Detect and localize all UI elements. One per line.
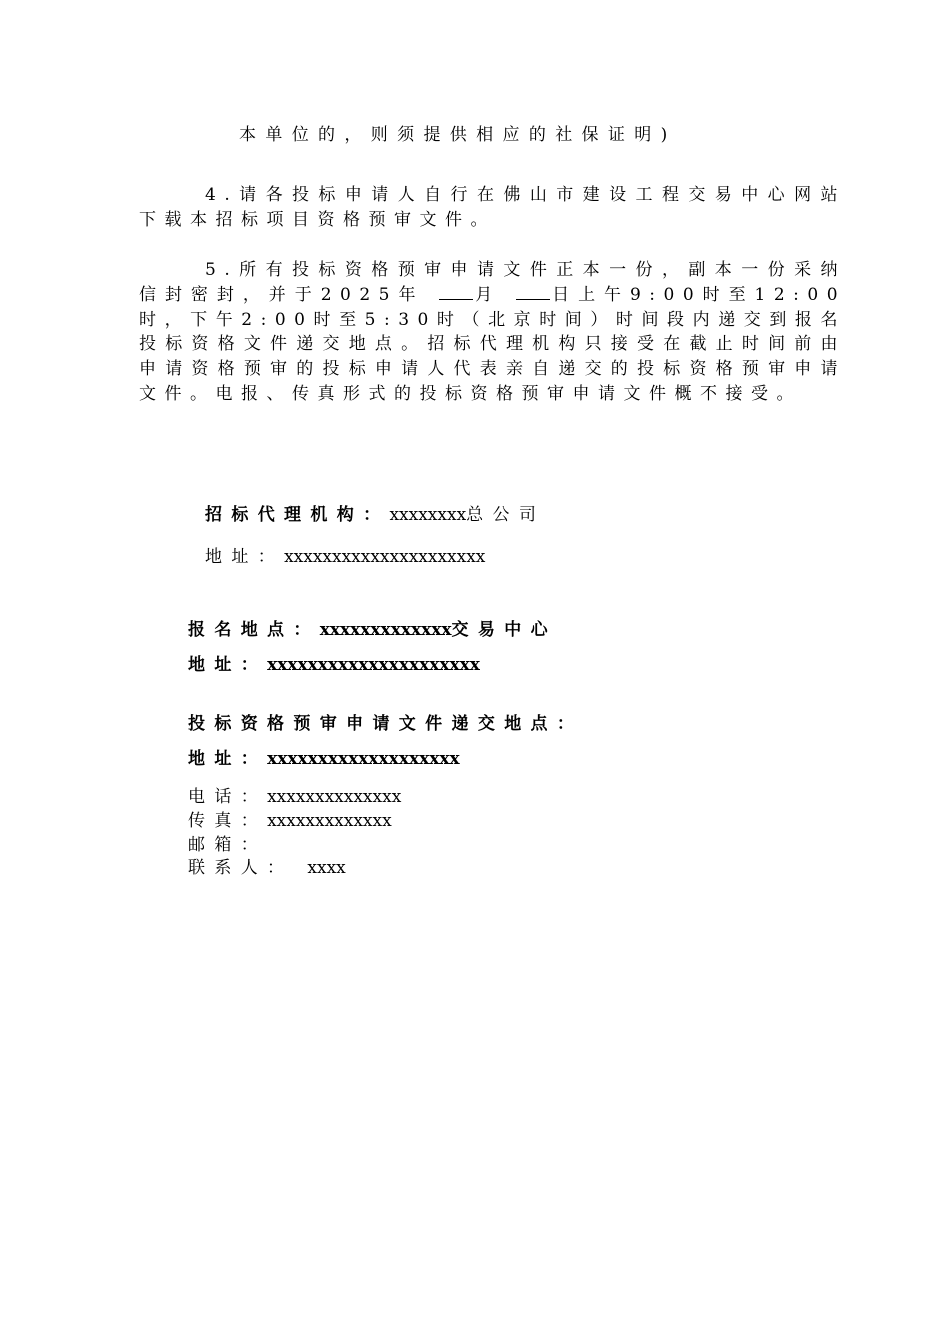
submission-address-label: 地址： xyxy=(188,749,268,769)
paragraph-5 xyxy=(139,258,846,407)
registration-address-label: 地址： xyxy=(188,655,268,675)
email-line xyxy=(188,833,267,857)
registration-address: xxxxxxxxxxxxxxxxxxxxx xyxy=(267,655,480,675)
submission-address-line xyxy=(188,747,460,771)
registration-line xyxy=(188,618,557,642)
top-line: 本单位的，则须提供相应的社保证明) xyxy=(239,125,677,145)
contact-person-line xyxy=(188,856,346,880)
contact-person-label: 联系人： xyxy=(188,858,294,878)
agency-name-code: xxxxxxxx xyxy=(389,505,467,525)
submission-address: xxxxxxxxxxxxxxxxxxx xyxy=(267,749,460,769)
contact-person-value: xxxx xyxy=(307,858,346,878)
registration-name-code: xxxxxxxxxxxxx xyxy=(319,620,452,640)
fax-line xyxy=(188,809,392,833)
para5-month: 月 xyxy=(474,284,502,305)
agency-address: xxxxxxxxxxxxxxxxxxxxx xyxy=(284,547,486,567)
registration-name-suffix: 交易中心 xyxy=(451,620,557,640)
paragraph-4: 4.请各投标申请人自行在佛山市建设工程交易中心网站下载本招标项目资格预审文件。 xyxy=(139,185,846,230)
fax-value: xxxxxxxxxxxxx xyxy=(267,811,392,831)
para5-day: 日 xyxy=(551,284,579,305)
agency-line xyxy=(205,503,545,527)
fax-label: 传真： xyxy=(188,811,268,831)
phone-label: 电话： xyxy=(188,787,268,807)
agency-label: 招标代理机构： xyxy=(205,505,390,525)
phone-line xyxy=(188,785,401,809)
registration-label: 报名地点： xyxy=(188,620,320,640)
agency-name-suffix: 总公司 xyxy=(466,505,546,525)
agency-address-label: 地址： xyxy=(205,547,285,567)
registration-address-line xyxy=(188,653,480,677)
email-label: 邮箱： xyxy=(188,835,268,855)
agency-address-line xyxy=(205,545,485,569)
submission-label: 投标资格预审申请文件递交地点： xyxy=(188,714,584,734)
para5-part2: 上午9:00时至12:00时，下午2:00时至5:30时（北京时间）时间段内递交到报名投标资格文件递交地点。招标代理机构只接受在截止时间前由申请资格预审的投标申请人代表亲自递交的投标资格预审申请文件。电报、传真形式的投标资格预审申请文件概不接受。 xyxy=(139,284,847,404)
phone-value: xxxxxxxxxxxxxx xyxy=(267,787,402,807)
para5-part1: 5.所有投标资格预审申请文件正本一份，副本一份采纳信封密封，并于2025年 xyxy=(139,260,846,305)
